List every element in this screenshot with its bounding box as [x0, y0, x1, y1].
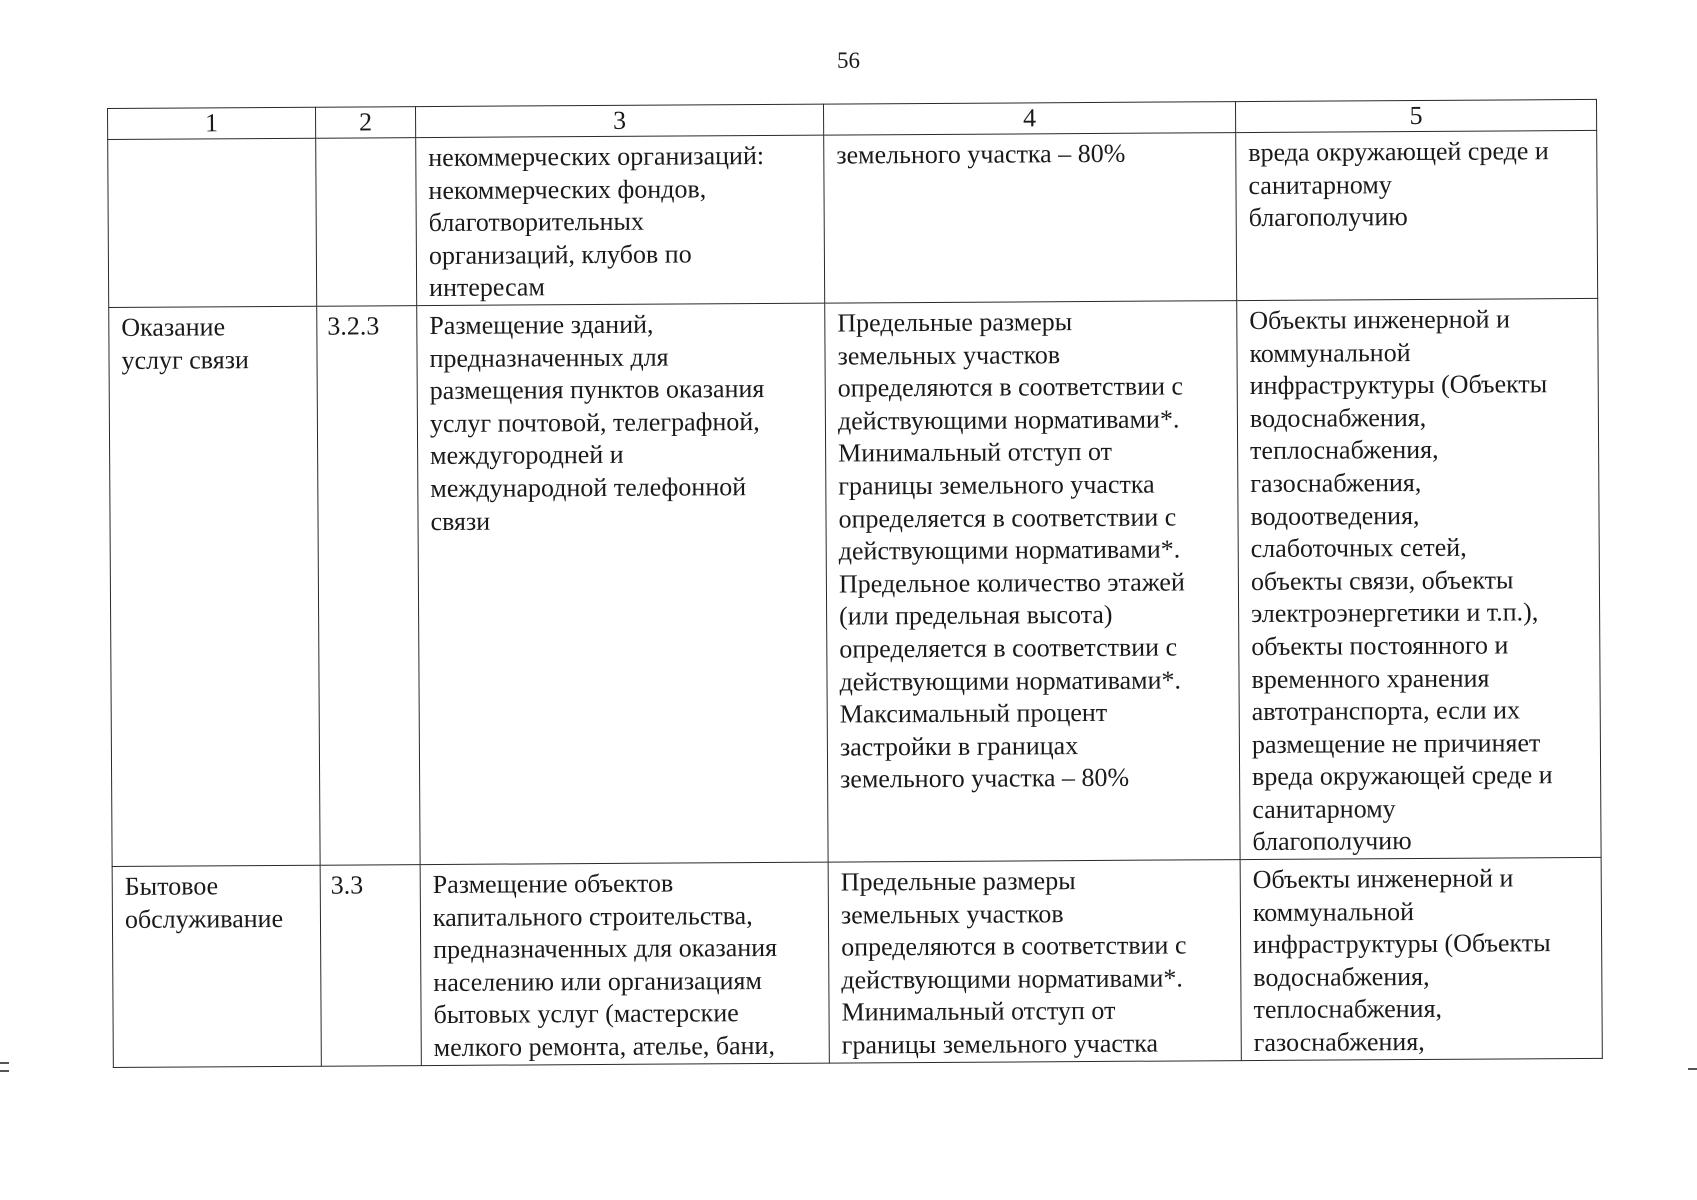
cell-parameters — [825, 301, 1240, 863]
page-number: 56 — [837, 48, 860, 73]
cell-text: 3.2.3 — [327, 311, 380, 341]
land-use-table — [107, 99, 1603, 1068]
table-row-continued — [108, 130, 1598, 307]
cell-auxiliary-uses — [1240, 857, 1602, 1060]
cell-use-description — [420, 862, 829, 1065]
scan-margin-mark — [1688, 1068, 1697, 1070]
table-row-household-services — [112, 857, 1602, 1067]
header-cell-2: 2 — [315, 107, 415, 139]
cell-use-code — [316, 138, 417, 307]
cell-text: Объекты инженерной и коммунальной инфраструктуры (Объекты водоснабжения, теплоснабжения, газоснабжения, водоотведения, слаботочных сетей, объекты связи, объекты электроэнергетики и т.п.), объекты постоянного и временного хранения автотранспорта, если их размещение не причиняет вреда окружающей среде и санитарному благополучию — [1249, 304, 1553, 857]
cell-use-description — [416, 135, 825, 305]
cell-text: Предельные размеры земельных участков определяются в соответствии с действующими нормативами*. Минимальный отступ от границы земельного участка определяется в соответствии с действующими нормативами*. Предельное количество этажей (или предельная высота) определяется в соответствии с действующими нормативами*. Максимальный процент застройки в границах земельного участка – 80% — [837, 307, 1185, 794]
cell-use-description — [417, 303, 828, 865]
header-cell-4: 4 — [823, 102, 1235, 136]
header-cell-5: 5 — [1235, 99, 1596, 132]
cell-text: Бытовое обслуживание — [124, 871, 284, 934]
cell-use-name — [112, 865, 321, 1067]
cell-text: Предельные размеры земельных участков определяются в соответствии с действующими нормативами*. Минимальный отступ от границы земельного участка — [840, 866, 1187, 1060]
table-row-communications — [109, 298, 1601, 866]
cell-text — [120, 143, 303, 144]
header-cell-1: 1 — [108, 107, 316, 139]
scan-margin-mark — [0, 1070, 9, 1072]
cell-use-name — [109, 306, 320, 866]
cell-text: некоммерческих организаций: некоммерческих фондов, благотворительных организаций, клубов по интересам — [428, 140, 765, 303]
cell-text: земельного участка – 80% — [836, 138, 1126, 170]
cell-use-name — [108, 138, 317, 307]
cell-text: Объекты инженерной и коммунальной инфраструктуры (Объекты водоснабжения, теплоснабжения, газоснабжения, — [1252, 863, 1551, 1058]
cell-parameters — [824, 133, 1237, 303]
cell-auxiliary-uses — [1236, 130, 1598, 300]
cell-auxiliary-uses — [1237, 298, 1601, 859]
cell-parameters — [828, 860, 1241, 1063]
cell-text: 3.3 — [330, 870, 364, 900]
scan-margin-mark — [0, 1062, 9, 1064]
cell-use-code — [320, 865, 421, 1066]
cell-text: Размещение зданий, предназначенных для размещения пунктов оказания услуг почтовой, телеграфной, междугородней и международной телефонной связи — [429, 309, 765, 536]
cell-text: Размещение объектов капитального строительства, предназначенных для оказания населению или организациям бытовых услуг (мастерские мелкого ремонта, ателье, бани, — [432, 868, 778, 1063]
cell-text: Оказание услуг связи — [121, 312, 249, 375]
cell-use-code — [317, 306, 420, 866]
header-cell-3: 3 — [415, 104, 823, 137]
cell-text: вреда окружающей среде и санитарному благополучию — [1248, 136, 1549, 233]
